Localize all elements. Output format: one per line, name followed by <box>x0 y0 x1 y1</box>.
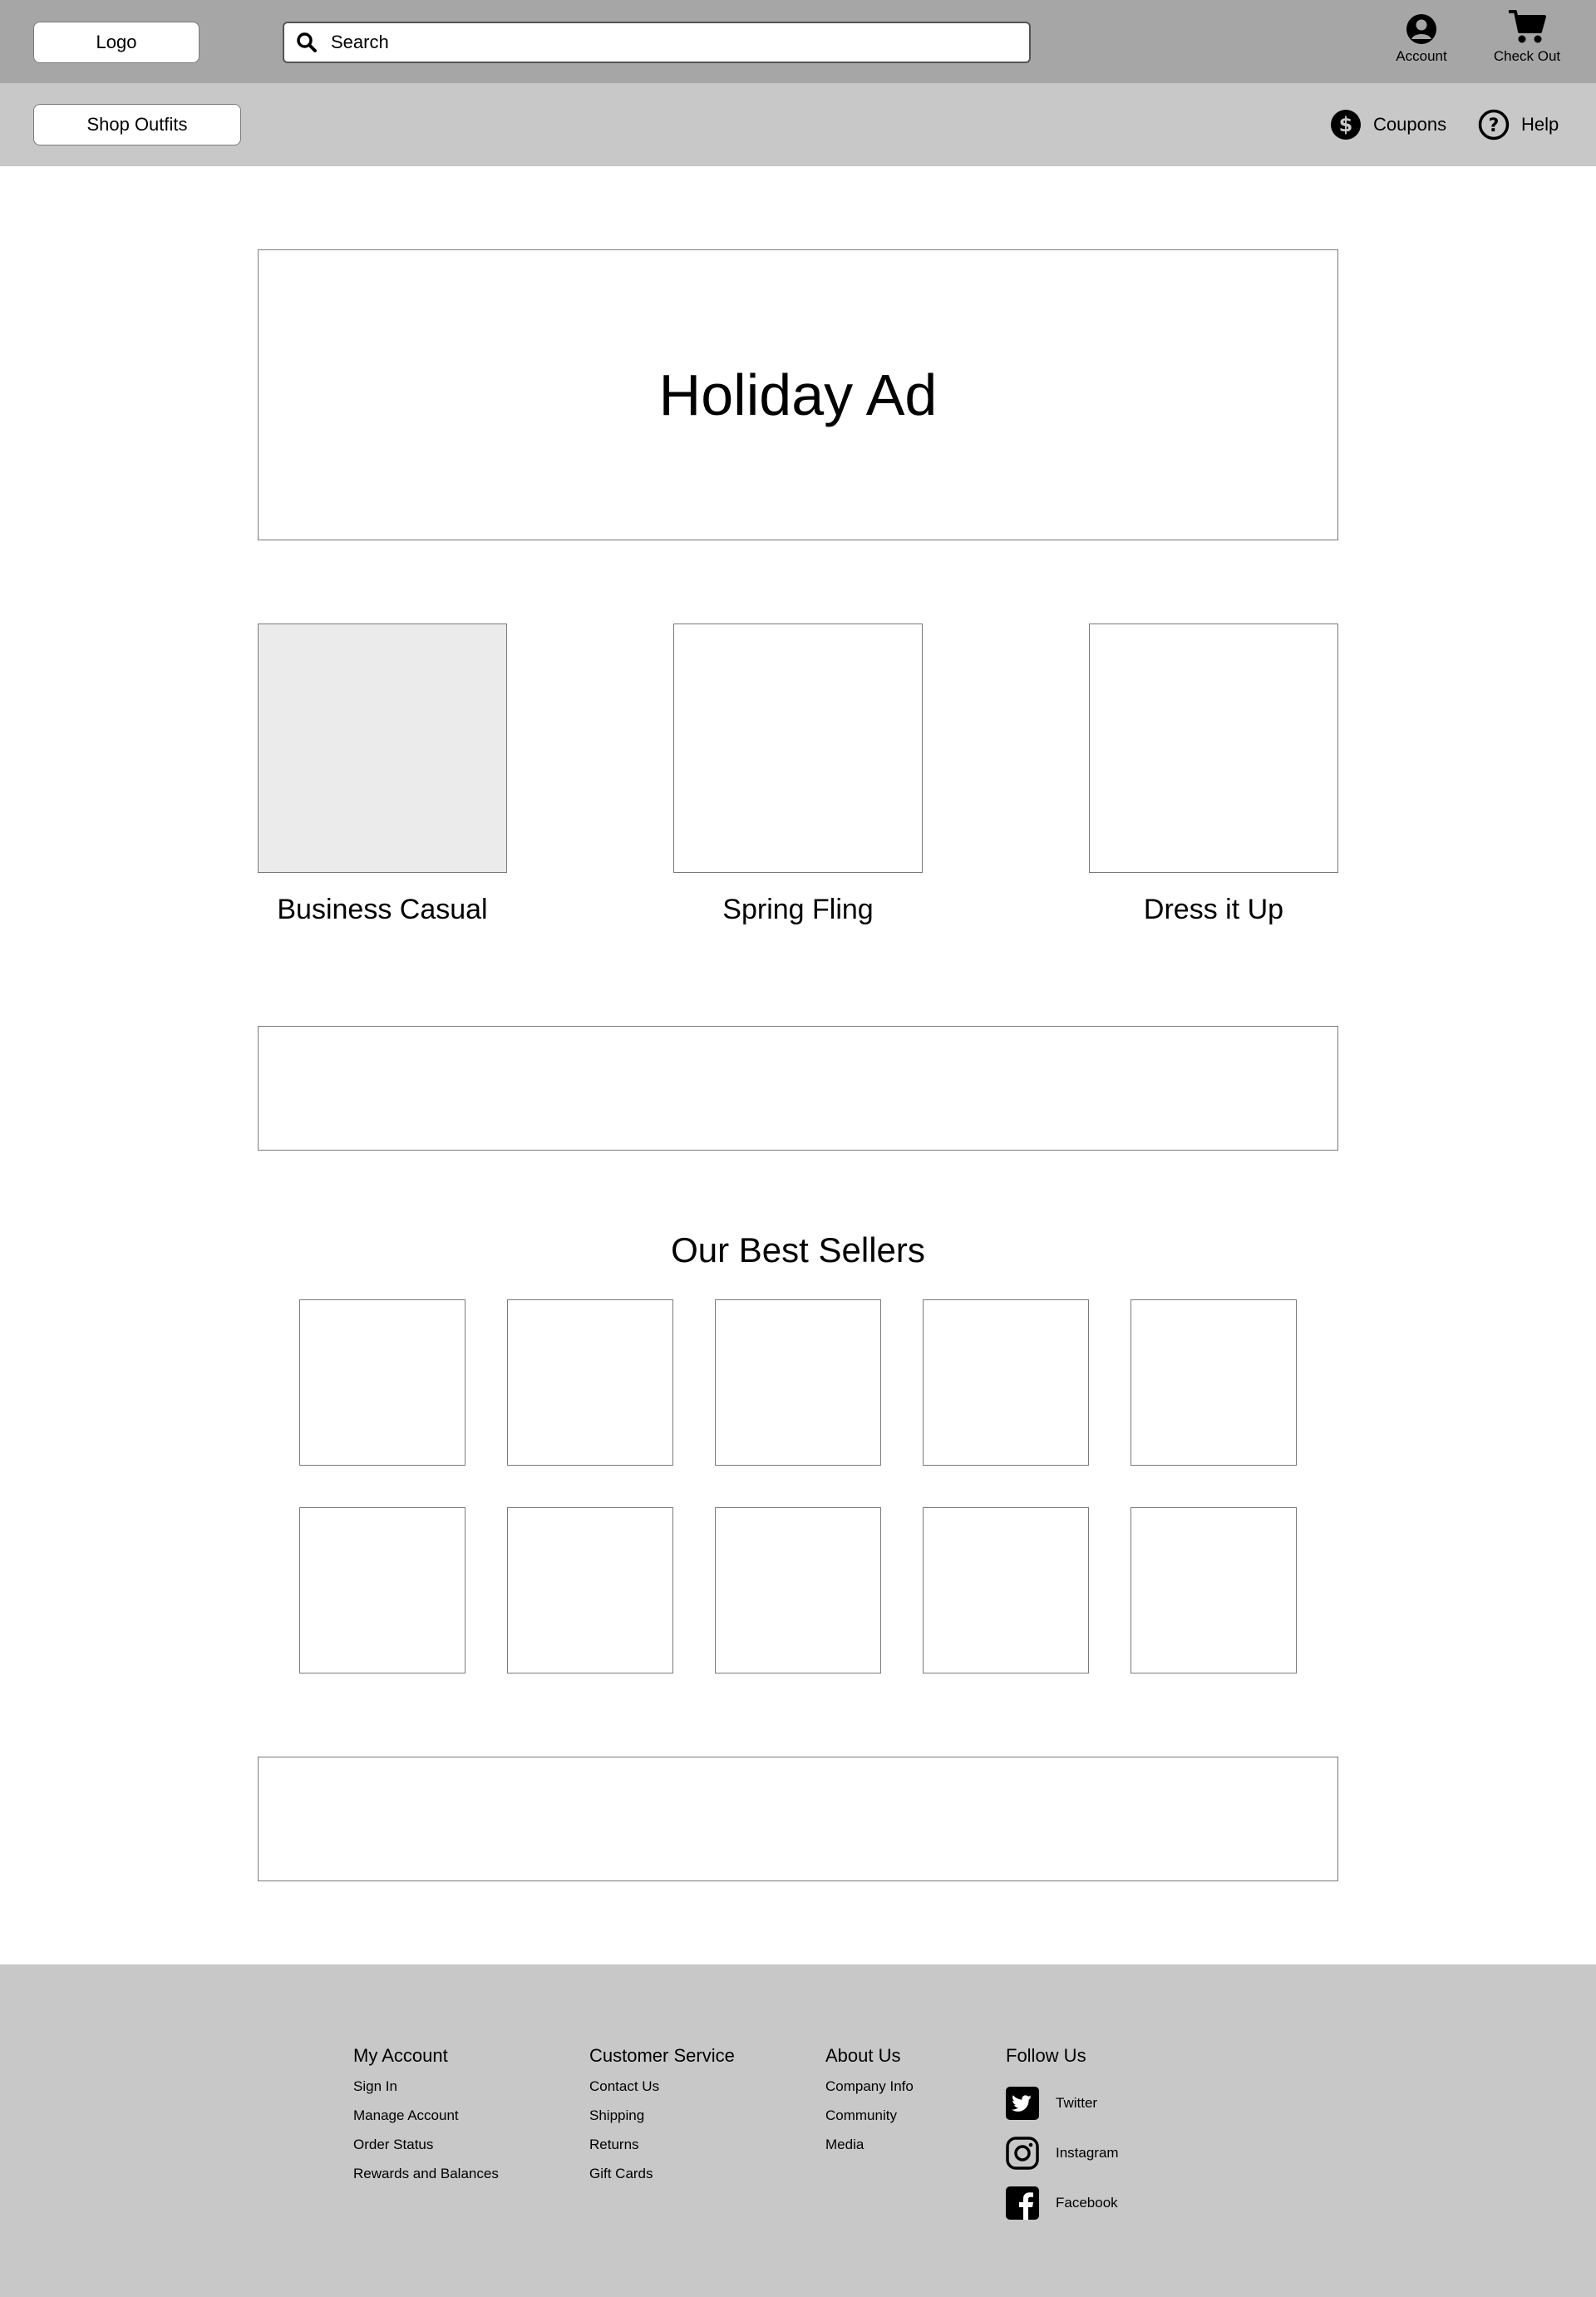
twitter-label: Twitter <box>1056 2095 1098 2111</box>
category-label-dress-it-up[interactable]: Dress it Up <box>1143 894 1284 925</box>
category-image-spring-fling[interactable] <box>673 624 923 873</box>
twitter-icon <box>1006 2087 1039 2120</box>
search-input[interactable] <box>331 32 996 53</box>
facebook-label: Facebook <box>1056 2195 1118 2211</box>
footer-link-community[interactable]: Community <box>825 2107 897 2123</box>
product-tile[interactable] <box>1130 1507 1297 1673</box>
footer-link-sign-in[interactable]: Sign In <box>353 2078 397 2094</box>
promo-banner[interactable] <box>258 1026 1338 1151</box>
product-tile[interactable] <box>507 1507 673 1673</box>
product-tile[interactable] <box>1130 1299 1297 1466</box>
footer-column-about-us <box>825 2045 914 2166</box>
category-image-dress-it-up[interactable] <box>1089 624 1338 873</box>
social-link-instagram[interactable] <box>1006 2128 1119 2178</box>
account-button[interactable] <box>1387 13 1456 65</box>
footer-link-contact-us[interactable]: Contact Us <box>589 2078 660 2094</box>
footer <box>0 1964 1596 2297</box>
footer-link-company-info[interactable]: Company Info <box>825 2078 914 2094</box>
footer-link-gift-cards[interactable]: Gift Cards <box>589 2166 653 2181</box>
help-label: Help <box>1521 114 1559 135</box>
category-image-business-casual[interactable] <box>258 624 507 873</box>
footer-column-follow-us <box>1006 2045 1119 2228</box>
product-tile[interactable] <box>923 1299 1089 1466</box>
product-tile[interactable] <box>715 1299 881 1466</box>
secondary-banner[interactable] <box>258 1757 1338 1881</box>
account-label: Account <box>1396 48 1447 64</box>
search-bar[interactable] <box>283 22 1031 63</box>
holiday-ad-banner[interactable] <box>258 249 1338 540</box>
footer-link-manage-account[interactable]: Manage Account <box>353 2107 459 2123</box>
footer-link-rewards[interactable]: Rewards and Balances <box>353 2166 499 2181</box>
help-link[interactable] <box>1478 109 1559 140</box>
footer-column-customer-service <box>589 2045 735 2195</box>
facebook-icon <box>1006 2186 1039 2220</box>
question-circle-icon <box>1478 109 1510 140</box>
product-tile[interactable] <box>923 1507 1089 1673</box>
footer-column-my-account <box>353 2045 499 2195</box>
social-link-twitter[interactable] <box>1006 2078 1119 2128</box>
category-label-business-casual[interactable]: Business Casual <box>277 894 488 925</box>
coupons-link[interactable] <box>1330 109 1446 140</box>
best-sellers-title: Our Best Sellers <box>671 1230 925 1269</box>
footer-link-returns[interactable]: Returns <box>589 2137 639 2152</box>
svg-text:$: $ <box>1338 113 1353 136</box>
product-tile[interactable] <box>715 1507 881 1673</box>
footer-heading: Follow Us <box>1006 2045 1086 2066</box>
holiday-ad-title: Holiday Ad <box>658 362 938 427</box>
cart-icon <box>1507 8 1547 45</box>
product-tile[interactable] <box>299 1299 466 1466</box>
footer-heading: Customer Service <box>589 2045 735 2066</box>
checkout-button[interactable] <box>1485 8 1569 65</box>
coupons-label: Coupons <box>1373 114 1447 135</box>
category-label-spring-fling[interactable]: Spring Fling <box>722 894 874 925</box>
shop-outfits-button[interactable]: Shop Outfits <box>33 104 241 145</box>
footer-link-shipping[interactable]: Shipping <box>589 2107 645 2123</box>
dollar-circle-icon <box>1330 109 1362 140</box>
product-tile[interactable] <box>507 1299 673 1466</box>
user-circle-icon <box>1406 13 1437 45</box>
instagram-label: Instagram <box>1056 2145 1119 2161</box>
footer-heading: My Account <box>353 2045 448 2066</box>
search-icon <box>296 32 318 53</box>
instagram-icon <box>1006 2137 1039 2170</box>
social-link-facebook[interactable] <box>1006 2178 1119 2228</box>
footer-link-order-status[interactable]: Order Status <box>353 2137 434 2152</box>
logo[interactable]: Logo <box>33 22 200 63</box>
product-tile[interactable] <box>299 1507 466 1673</box>
checkout-label: Check Out <box>1493 48 1561 64</box>
svg-text:?: ? <box>1488 116 1500 136</box>
footer-link-media[interactable]: Media <box>825 2137 864 2152</box>
footer-heading: About Us <box>825 2045 901 2066</box>
